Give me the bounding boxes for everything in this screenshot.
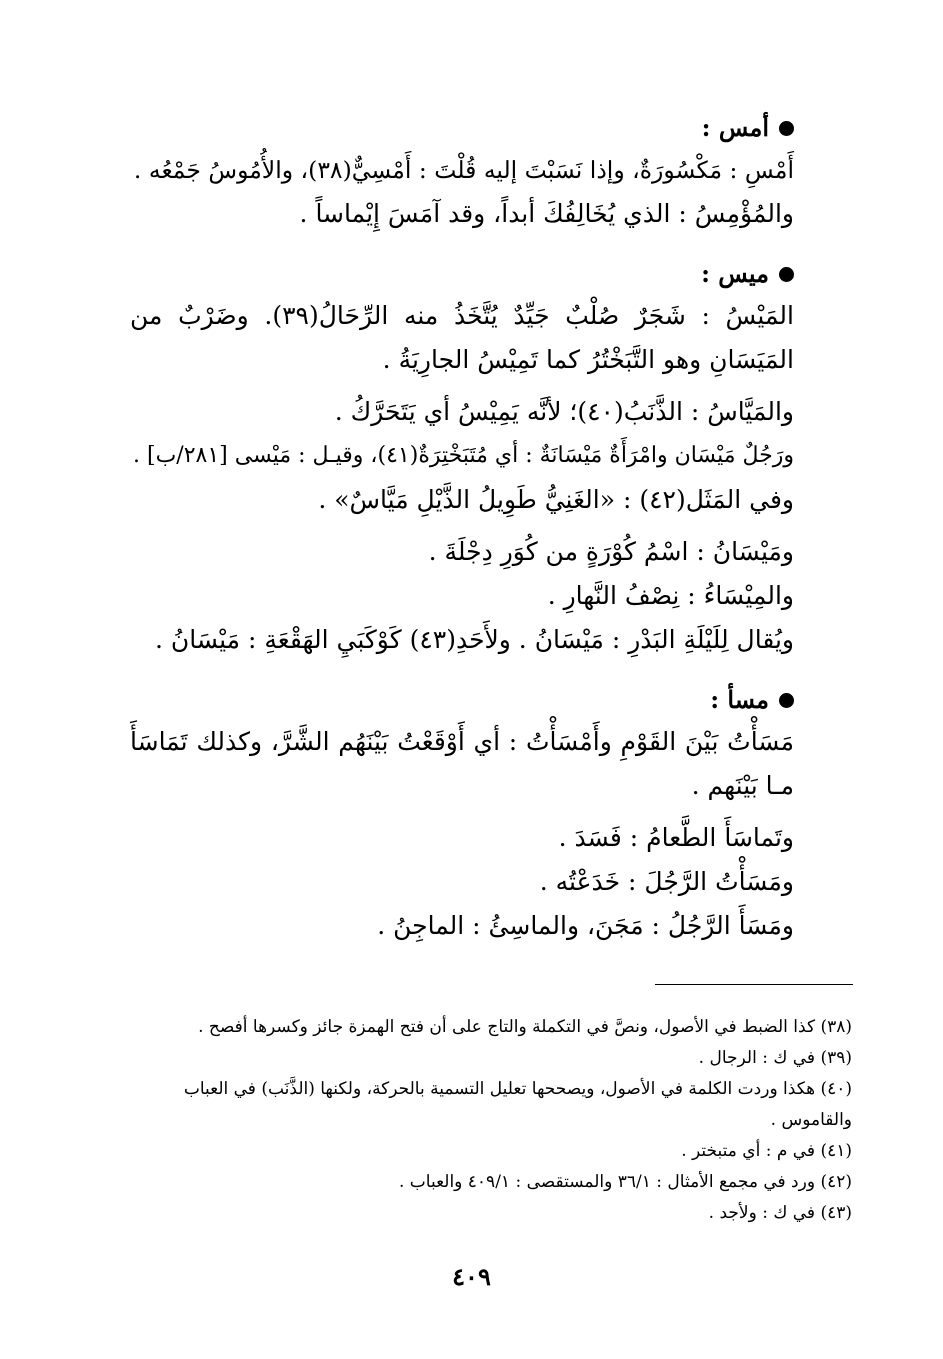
text-line: ومَيْسَانُ : اسْمُ كُوْرَةٍ من كُوَرِ دِجْلَةَ . bbox=[428, 537, 794, 566]
bullet-icon bbox=[779, 267, 794, 282]
entry-heading-label: مسأ : bbox=[710, 685, 769, 714]
footnote: (٣٨) كذا الضبط في الأصول، ونصَّ في التكملة والتاج على أن فتح الهمزة جائز وكسرها أفصح . bbox=[198, 1017, 852, 1037]
footnote-divider bbox=[655, 984, 853, 985]
text-line: والمَيَّاسُ : الذَّنَبُ(٤٠)؛ لأنَّه يَمِيْسُ أي يَتَحَرَّكُ . bbox=[334, 397, 794, 426]
footnote: (٤٠) هكذا وردت الكلمة في الأصول، ويصححها تعليل التسمية بالحركة، ولكنها (الذَّنَب) في العباب والقاموس . bbox=[183, 1079, 852, 1130]
text-paragraph: المَيْسُ : شَجَرٌ صُلْبٌ جَيِّدٌ يُتَّخَذُ منه الرِّحَالُ(٣٩). وضَرْبٌ من المَيَسَانِ وهو التَّبَخْتُرُ كما تَمِيْسُ الجارِيَةُ . bbox=[130, 301, 794, 374]
entry-heading bbox=[130, 108, 794, 148]
text-line: وفي المَثَل(٤٢) : «الغَنِيُّ طَوِيلُ الذَّيْلِ مَيَّاسٌ» . bbox=[318, 485, 794, 514]
entry-mys bbox=[130, 254, 794, 662]
footnote: (٣٩) في ك : الرجال . bbox=[698, 1048, 852, 1068]
footnote: (٤١) في م : أي متبختر . bbox=[681, 1141, 852, 1161]
bullet-icon bbox=[779, 121, 794, 136]
footnotes bbox=[130, 1012, 852, 1229]
entry-msa bbox=[130, 680, 794, 948]
entry-heading-label: ميس : bbox=[701, 259, 769, 288]
main-text bbox=[130, 108, 794, 966]
text-line: والمُؤْمِسُ : الذي يُخَالِفُكَ أبداً، وقد آمَسَ إِيْماساً . bbox=[299, 199, 794, 228]
text-line: ومَسَأْتُ الرَّجُلَ : خَدَعْتُه . bbox=[539, 867, 794, 896]
text-line: أَمْسِ : مَكْسُورَةٌ، وإذا نَسَبْتَ إليه قُلْتَ : أَمْسِيٌّ(٣٨)، والأُمُوسُ جَمْعُه . bbox=[133, 156, 794, 184]
bullet-icon bbox=[779, 693, 794, 708]
footnote: (٤٣) في ك : ولأجد . bbox=[708, 1203, 852, 1223]
entry-heading-label: أمس : bbox=[701, 113, 769, 142]
text-line: وتَماسَأَ الطَّعامُ : فَسَدَ . bbox=[558, 823, 794, 852]
text-line: والمِيْسَاءُ : نِصْفُ النَّهارِ . bbox=[547, 581, 794, 610]
entry-heading bbox=[130, 680, 794, 720]
text-line: ومَسَأَ الرَّجُلُ : مَجَنَ، والماسِئُ : الماجِنُ . bbox=[377, 911, 794, 940]
entry-heading bbox=[130, 254, 794, 294]
footnote: (٤٢) ورد في مجمع الأمثال : ٣٦/١ والمستقصى : ٤٠٩/١ والعباب . bbox=[398, 1172, 852, 1192]
text-line: ويُقال لِلَيْلَةِ البَدْرِ : مَيْسَانُ . ولأَحَدِ(٤٣) كَوْكَبَيِ الهَقْعَةِ : مَيْسَانُ . bbox=[154, 625, 794, 654]
entry-ams bbox=[130, 108, 794, 236]
text-line: ورَجُلٌ مَيْسَان وامْرَأَةٌ مَيْسَانَةٌ : أي مُتَبَخْتِرَةٌ(٤١)، وقيـل : مَيْسى [٢٨١/ب] . bbox=[133, 443, 794, 468]
text-paragraph: مَسَأْتُ بَيْنَ القَوْمِ وأَمْسَأْتُ : أي أَوْقَعْتُ بَيْنَهُم الشَّرَّ، وكذلك تَمَاسَأَ مـا بَيْنَهم . bbox=[130, 727, 794, 800]
page-number: ٤٠٩ bbox=[452, 1262, 491, 1291]
